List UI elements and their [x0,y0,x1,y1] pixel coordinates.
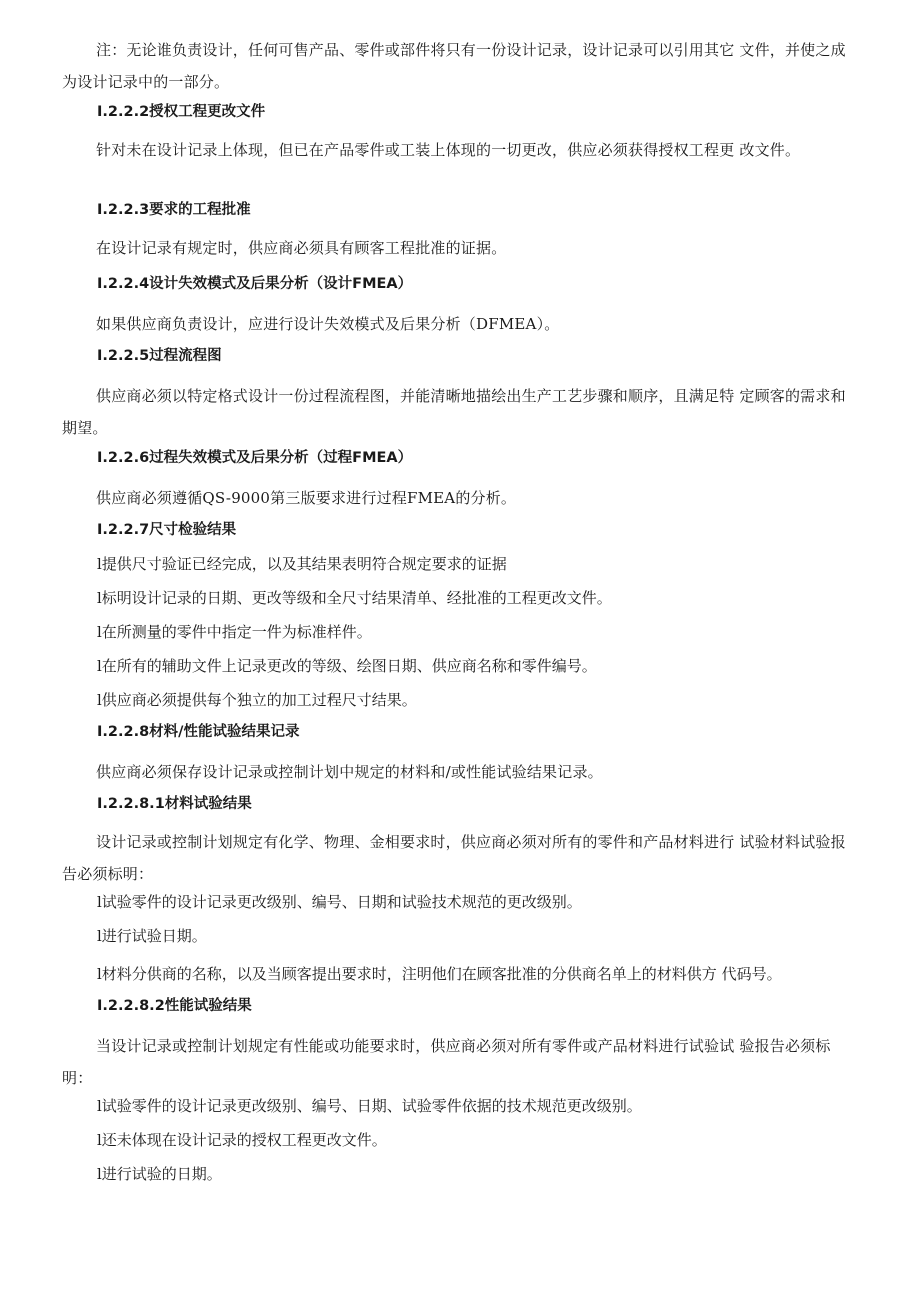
section-heading: I.2.2.7尺寸检验结果 [97,522,237,538]
section-heading: I.2.2.3要求的工程批准 [97,202,251,218]
body-paragraph: 当设计记录或控制计划规定有性能或功能要求时，供应商必须对所有零件或产品材料进行试验试 验报告必须标明： [62,1037,831,1087]
section-heading: I.2.2.5过程流程图 [97,348,222,364]
section-heading: I.2.2.6过程失效模式及后果分析（过程FMEA） [97,450,413,466]
list-item: l在所有的辅助文件上记录更改的等级、绘图日期、供应商名称和零件编号。 [97,657,597,675]
list-item: l进行试验的日期。 [97,1165,222,1183]
list-item: l供应商必须提供每个独立的加工过程尺寸结果。 [97,691,417,709]
list-item: l还未体现在设计记录的授权工程更改文件。 [97,1131,387,1149]
body-paragraph: 供应商必须以特定格式设计一份过程流程图，并能清晰地描绘出生产工艺步骤和顺序，且满足特 定顾客的需求和期望。 [62,387,846,437]
body-paragraph: 供应商必须保存设计记录或控制计划中规定的材料和/或性能试验结果记录。 [96,763,603,781]
list-item: l试验零件的设计记录更改级别、编号、日期、试验零件依据的技术规范更改级别。 [97,1097,642,1115]
list-item: l在所测量的零件中指定一件为标准样件。 [97,623,372,641]
body-paragraph: 在设计记录有规定时，供应商必须具有顾客工程批准的证据。 [96,239,507,257]
list-item: l进行试验日期。 [97,927,207,945]
section-heading: I.2.2.8材料/性能试验结果记录 [97,724,300,740]
list-item: l试验零件的设计记录更改级别、编号、日期和试验技术规范的更改级别。 [97,893,582,911]
section-heading: I.2.2.4设计失效模式及后果分析（设计FMEA） [97,276,413,292]
body-paragraph: 如果供应商负责设计，应进行设计失效模式及后果分析（DFMEA）。 [96,315,560,333]
body-paragraph: 供应商必须遵循QS-9000第三版要求进行过程FMEA的分析。 [96,489,517,507]
section-heading: I.2.2.8.2性能试验结果 [97,998,252,1014]
list-item: l标明设计记录的日期、更改等级和全尺寸结果清单、经批准的工程更改文件。 [97,589,612,607]
body-paragraph: 设计记录或控制计划规定有化学、物理、金相要求时，供应商必须对所有的零件和产品材料进行 试验材料试验报告必须标明： [62,833,846,883]
section-heading: I.2.2.8.1材料试验结果 [97,796,252,812]
section-heading: I.2.2.2授权工程更改文件 [97,104,266,120]
list-item: l材料分供商的名称，以及当顾客提出要求时，注明他们在顾客批准的分供商名单上的材料供方 代码号。 [97,965,782,983]
note-paragraph: 注：无论谁负责设计，任何可售产品、零件或部件将只有一份设计记录，设计记录可以引用其它 文件，并使之成为设计记录中的一部分。 [62,41,846,91]
body-paragraph: 针对未在设计记录上体现，但已在产品零件或工装上体现的一切更改，供应必须获得授权工程更 改文件。 [96,141,801,159]
list-item: l提供尺寸验证已经完成，以及其结果表明符合规定要求的证据 [97,555,507,573]
